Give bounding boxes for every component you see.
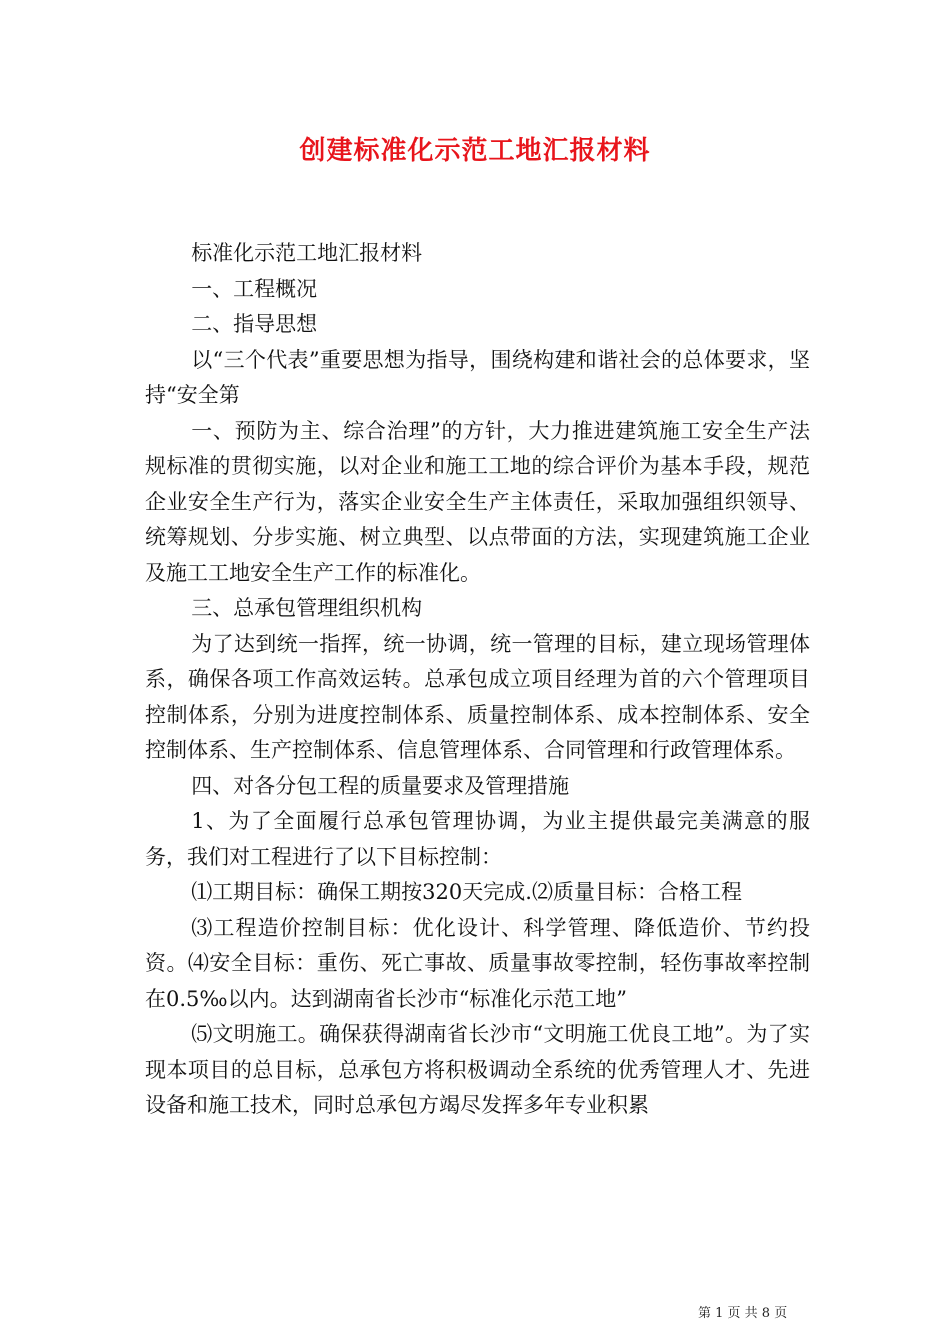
document-body [145,236,810,1124]
heading-organization: 三、总承包管理组织机构 [191,596,423,620]
heading-quality-requirements: 四、对各分包工程的质量要求及管理措施 [191,773,570,798]
document-title: 创建标准化示范工地汇报材料 [299,136,651,166]
paragraph-target-control: 1、为了全面履行总承包管理协调，为业主提供最完美满意的服务，我们对工程进行了以下目标控制： [145,809,810,869]
paragraph-guidance: 以“三个代表”重要思想为指导，围绕构建和谐社会的总体要求，坚持“安全第 [145,347,810,407]
paragraph-cost-safety-goals: ⑶工程造价控制目标：优化设计、科学管理、降低造价、节约投资。⑷安全目标：重伤、死亡事故、质量事故零控制，轻伤事故率控制在0.5‰以内。达到湖南省长沙市“标准化示范工地” [145,915,810,1011]
paragraph-organization: 为了达到统一指挥，统一协调，统一管理的目标，建立现场管理体系，确保各项工作高效运转。总承包成立项目经理为首的六个管理项目控制体系，分别为进度控制体系、质量控制体系、成本控制体系、安全控制体系、生产控制体系、信息管理体系、合同管理和行政管理体系。 [145,631,810,762]
heading-project-overview: 一、工程概况 [191,276,318,301]
heading-guiding-ideology: 二、指导思想 [191,312,318,336]
paragraph-subtitle: 标准化示范工地汇报材料 [191,241,423,265]
paragraph-policy: 一、预防为主、综合治理”的方针，大力推进建筑施工安全生产法规标准的贯彻实施，以对企业和施工工地的综合评价为基本手段，规范企业安全生产行为，落实企业安全生产主体责任，采取加强组织领导、统筹规划、分步实施、树立典型、以点带面的方法，实现建筑施工企业及施工工地安全生产工作的标准化。 [145,418,810,585]
paragraph-schedule-quality-goals: ⑴工期目标：确保工期按320天完成.⑵质量目标：合格工程 [191,880,742,904]
paragraph-civilized-construction: ⑸文明施工。确保获得湖南省长沙市“文明施工优良工地”。为了实现本项目的总目标，总承包方将积极调动全系统的优秀管理人才、先进设备和施工技术，同时总承包方竭尽发挥多年专业积累 [145,1022,810,1117]
page-number-footer: 第 1 页 共 8 页 [698,1306,788,1321]
